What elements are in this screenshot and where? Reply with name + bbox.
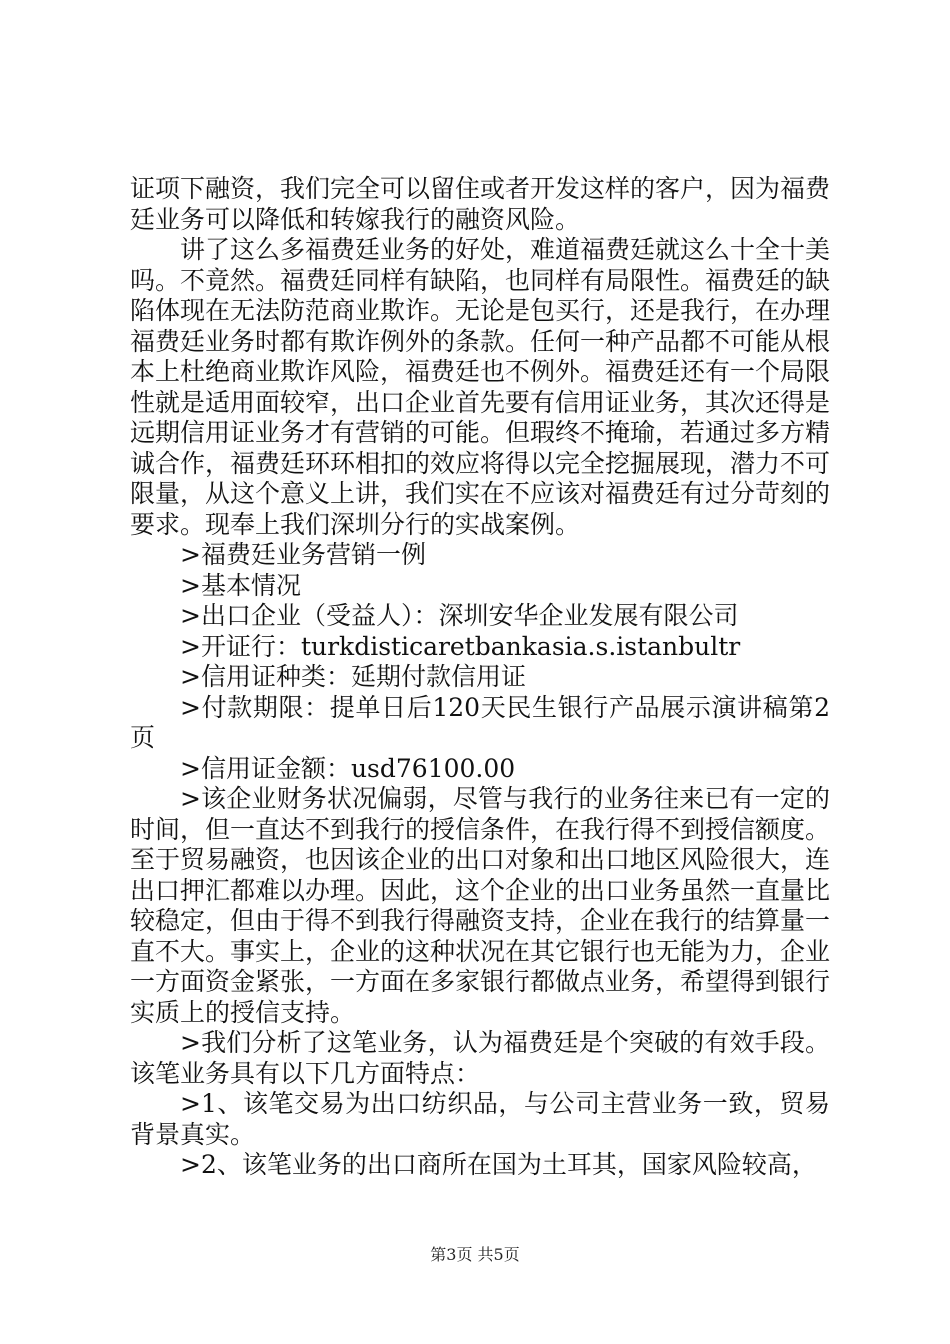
paragraph-company-status: >该企业财务状况偏弱，尽管与我行的业务往来已有一定的时间，但一直达不到我行的授信条件，在我行得不到授信额度。至于贸易融资，也因该企业的出口对象和出口地区风险很大，连出口押汇都难以办理。因此，这个企业的出口业务虽然一直量比较稳定，但由于得不到我行得融资支持，企业在我行的结算量一直不大。事实上，企业的这种状况在其它银行也无能为力，企业一方面资金紧张，一方面在多家银行都做点业务，希望得到银行实质上的授信支持。 bbox=[130, 784, 831, 1027]
document-body bbox=[130, 174, 830, 1181]
lc-amount-line: >信用证金额：usd76100.00 bbox=[180, 753, 516, 783]
feature-item-2: >2、该笔业务的出口商所在国为土耳其，国家风险较高， bbox=[180, 1150, 817, 1179]
exporter-line: >出口企业（受益人）：深圳安华企业发展有限公司 bbox=[180, 601, 739, 630]
basic-info-heading: >基本情况 bbox=[180, 570, 301, 600]
paragraph-analysis: >我们分析了这笔业务，认为福费廷是个突破的有效手段。该笔业务具有以下几方面特点： bbox=[130, 1028, 830, 1088]
case-heading: >福费廷业务营销一例 bbox=[180, 540, 426, 569]
payment-term-line: >付款期限：提单日后120天民生银行产品展示演讲稿第2页 bbox=[130, 692, 830, 752]
page-footer: 第3页 共5页 bbox=[430, 1245, 520, 1264]
issuing-bank-line: >开证行：turkdisticaretbankasia.s.istanbultr bbox=[180, 631, 741, 661]
paragraph-forfaiting-limitations: 讲了这么多福费廷业务的好处，难道福费廷就这么十全十美吗。不竟然。福费廷同样有缺陷，也同样有局限性。福费廷的缺陷体现在无法防范商业欺诈。无论是包买行，还是我行，在办理福费廷业务时都有欺诈例外的条款。任何一种产品都不可能从根本上杜绝商业欺诈风险，福费廷也不例外。福费廷还有一个局限性就是适用面较窄，出口企业首先要有信用证业务，其次还得是远期信用证业务才有营销的可能。但瑕终不掩瑜，若通过多方精诚合作，福费廷环环相扣的效应将得以完全挖掘展现，潜力不可限量，从这个意义上讲，我们实在不应该对福费廷有过分苛刻的要求。现奉上我们深圳分行的实战案例。 bbox=[130, 235, 831, 539]
feature-item-1: >1、该笔交易为出口纺织品，与公司主营业务一致，贸易背景真实。 bbox=[130, 1089, 830, 1149]
paragraph-continuation: 证项下融资，我们完全可以留住或者开发这样的客户，因为福费廷业务可以降低和转嫁我行的融资风险。 bbox=[130, 174, 831, 234]
lc-type-line: >信用证种类：延期付款信用证 bbox=[180, 662, 526, 691]
